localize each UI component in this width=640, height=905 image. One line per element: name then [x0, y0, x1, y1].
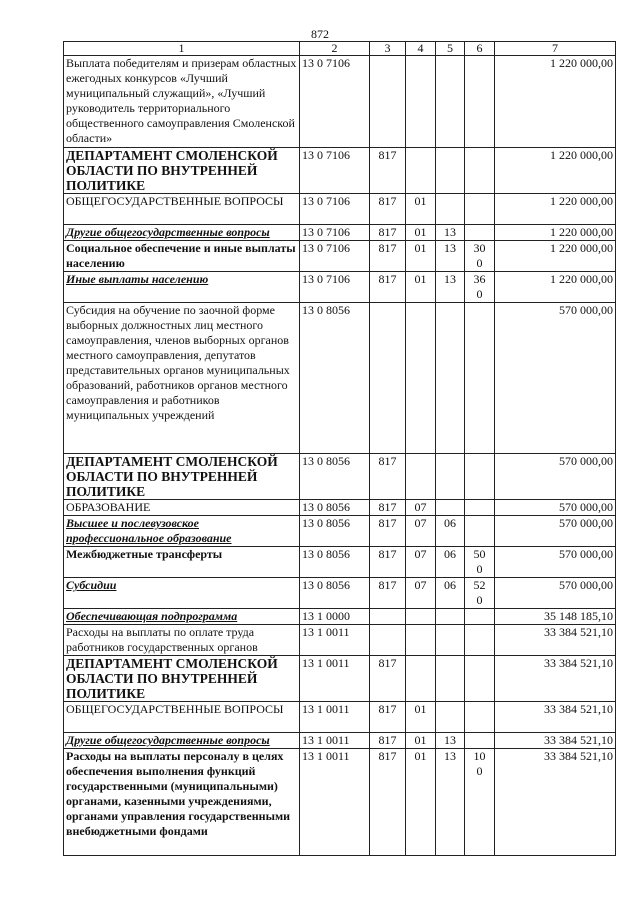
row-amount: 33 384 521,10 [495, 733, 616, 749]
row-department-code: 817 [370, 272, 406, 303]
column-header: 1 [64, 42, 300, 56]
row-subsection-code: 06 [436, 516, 465, 547]
row-amount: 35 148 185,10 [495, 609, 616, 625]
row-department-code: 817 [370, 194, 406, 225]
row-expense-type-code: 10 0 [465, 749, 495, 856]
row-section-code: 01 [406, 272, 436, 303]
row-target-article-code: 13 1 0011 [300, 656, 370, 702]
table-row [64, 749, 616, 856]
row-subsection-code [436, 194, 465, 225]
row-subsection-code [436, 454, 465, 500]
row-name: Межбюджетные трансферты [64, 547, 300, 578]
row-amount: 570 000,00 [495, 578, 616, 609]
row-department-code: 817 [370, 733, 406, 749]
row-subsection-code [436, 609, 465, 625]
row-department-code: 817 [370, 656, 406, 702]
table-row [64, 500, 616, 516]
row-department-code: 817 [370, 454, 406, 500]
row-department-code [370, 625, 406, 656]
row-subsection-code: 13 [436, 241, 465, 272]
row-amount: 1 220 000,00 [495, 194, 616, 225]
row-name: Расходы на выплаты по оплате труда работников государственных органов [64, 625, 300, 656]
row-subsection-code: 06 [436, 547, 465, 578]
row-subsection-code [436, 702, 465, 733]
row-section-code: 07 [406, 516, 436, 547]
row-expense-type-code [465, 609, 495, 625]
row-expense-type-code [465, 303, 495, 454]
row-subsection-code: 13 [436, 225, 465, 241]
row-target-article-code: 13 1 0011 [300, 702, 370, 733]
row-expense-type-code: 36 0 [465, 272, 495, 303]
row-subsection-code: 13 [436, 749, 465, 856]
row-department-code: 817 [370, 749, 406, 856]
row-section-code: 01 [406, 241, 436, 272]
row-name [64, 272, 300, 303]
row-expense-type-code: 50 0 [465, 547, 495, 578]
row-name: Выплата победителям и призерам областных ежегодных конкурсов «Лучший муниципальный служащий», «Лучший руководитель территориального общественного самоуправления Смоленской области» [64, 56, 300, 148]
row-section-code [406, 148, 436, 194]
row-name: ДЕПАРТАМЕНТ СМОЛЕНСКОЙ ОБЛАСТИ ПО ВНУТРЕННЕЙ ПОЛИТИКЕ [64, 148, 300, 194]
row-section-code [406, 609, 436, 625]
row-subsection-code [436, 148, 465, 194]
row-target-article-code: 13 0 7106 [300, 272, 370, 303]
row-amount: 570 000,00 [495, 516, 616, 547]
row-amount: 1 220 000,00 [495, 241, 616, 272]
row-department-code: 817 [370, 500, 406, 516]
row-name [64, 516, 300, 547]
row-section-code: 07 [406, 500, 436, 516]
row-name: ДЕПАРТАМЕНТ СМОЛЕНСКОЙ ОБЛАСТИ ПО ВНУТРЕННЕЙ ПОЛИТИКЕ [64, 454, 300, 500]
row-name: ОБРАЗОВАНИЕ [64, 500, 300, 516]
row-section-code [406, 454, 436, 500]
row-subsection-code: 13 [436, 272, 465, 303]
row-name-text: Субсидии [66, 578, 117, 592]
row-target-article-code: 13 0 7106 [300, 194, 370, 225]
row-subsection-code [436, 500, 465, 516]
row-target-article-code: 13 0 8056 [300, 516, 370, 547]
row-amount: 570 000,00 [495, 303, 616, 454]
row-department-code: 817 [370, 702, 406, 733]
row-expense-type-code [465, 56, 495, 148]
row-department-code [370, 609, 406, 625]
table-row [64, 609, 616, 625]
column-header: 4 [406, 42, 436, 56]
row-department-code: 817 [370, 516, 406, 547]
row-expense-type-code [465, 733, 495, 749]
row-target-article-code: 13 0 7106 [300, 241, 370, 272]
row-amount: 570 000,00 [495, 500, 616, 516]
row-name: ОБЩЕГОСУДАРСТВЕННЫЕ ВОПРОСЫ [64, 194, 300, 225]
row-target-article-code: 13 0 7106 [300, 148, 370, 194]
row-name: ОБЩЕГОСУДАРСТВЕННЫЕ ВОПРОСЫ [64, 702, 300, 733]
row-target-article-code: 13 0 8056 [300, 578, 370, 609]
row-amount: 570 000,00 [495, 454, 616, 500]
table-row [64, 225, 616, 241]
row-target-article-code: 13 1 0011 [300, 625, 370, 656]
row-name [64, 609, 300, 625]
row-department-code: 817 [370, 225, 406, 241]
row-name [64, 733, 300, 749]
row-expense-type-code: 30 0 [465, 241, 495, 272]
table-row [64, 547, 616, 578]
table-row [64, 194, 616, 225]
row-name [64, 578, 300, 609]
row-amount: 1 220 000,00 [495, 56, 616, 148]
row-section-code: 01 [406, 702, 436, 733]
table-row [64, 516, 616, 547]
column-header: 7 [495, 42, 616, 56]
row-section-code [406, 625, 436, 656]
row-expense-type-code [465, 656, 495, 702]
row-target-article-code: 13 0 7106 [300, 56, 370, 148]
row-section-code [406, 56, 436, 148]
row-name-text: Другие общегосударственные вопросы [66, 733, 270, 747]
row-name: Социальное обеспечение и иные выплаты населению [64, 241, 300, 272]
table-row [64, 148, 616, 194]
row-section-code [406, 656, 436, 702]
row-name-text: Другие общегосударственные вопросы [66, 225, 270, 239]
row-section-code [406, 303, 436, 454]
row-amount: 570 000,00 [495, 547, 616, 578]
row-subsection-code [436, 56, 465, 148]
row-expense-type-code [465, 625, 495, 656]
row-department-code: 817 [370, 241, 406, 272]
row-name-text: Иные выплаты населению [66, 272, 209, 286]
table-row [64, 702, 616, 733]
row-expense-type-code [465, 500, 495, 516]
row-expense-type-code [465, 148, 495, 194]
row-department-code: 817 [370, 148, 406, 194]
row-subsection-code: 06 [436, 578, 465, 609]
row-name: ДЕПАРТАМЕНТ СМОЛЕНСКОЙ ОБЛАСТИ ПО ВНУТРЕННЕЙ ПОЛИТИКЕ [64, 656, 300, 702]
row-department-code: 817 [370, 547, 406, 578]
budget-table [63, 41, 616, 856]
row-target-article-code: 13 0 7106 [300, 225, 370, 241]
row-name: Субсидия на обучение по заочной форме выборных должностных лиц местного самоуправления, членов выборных органов местного самоуправления, депутатов представительных органов муниципальных образований, работников органов местного самоуправления и работников муниципальных учреждений [64, 303, 300, 454]
row-amount: 33 384 521,10 [495, 656, 616, 702]
row-amount: 1 220 000,00 [495, 272, 616, 303]
page-number: 872 [311, 27, 329, 41]
row-department-code [370, 56, 406, 148]
column-number-row [64, 42, 616, 56]
row-target-article-code: 13 0 8056 [300, 303, 370, 454]
row-subsection-code [436, 625, 465, 656]
table-row [64, 56, 616, 148]
row-target-article-code: 13 0 8056 [300, 500, 370, 516]
row-section-code: 01 [406, 733, 436, 749]
row-section-code: 07 [406, 578, 436, 609]
column-header: 6 [465, 42, 495, 56]
row-department-code [370, 303, 406, 454]
row-amount: 33 384 521,10 [495, 625, 616, 656]
row-target-article-code: 13 0 8056 [300, 454, 370, 500]
table-row [64, 303, 616, 454]
table-row [64, 625, 616, 656]
table-row [64, 578, 616, 609]
row-expense-type-code: 52 0 [465, 578, 495, 609]
row-subsection-code [436, 303, 465, 454]
row-subsection-code: 13 [436, 733, 465, 749]
row-amount: 1 220 000,00 [495, 148, 616, 194]
row-expense-type-code [465, 194, 495, 225]
row-expense-type-code [465, 702, 495, 733]
row-target-article-code: 13 1 0011 [300, 749, 370, 856]
row-expense-type-code [465, 454, 495, 500]
row-subsection-code [436, 656, 465, 702]
table-row [64, 272, 616, 303]
table-row [64, 656, 616, 702]
row-department-code: 817 [370, 578, 406, 609]
row-name: Расходы на выплаты персоналу в целях обеспечения выполнения функций государственными (муниципальными) органами, казенными учреждениями, органами управления государственными внебюджетными фондами [64, 749, 300, 856]
table-row [64, 733, 616, 749]
row-expense-type-code [465, 516, 495, 547]
row-target-article-code: 13 1 0011 [300, 733, 370, 749]
row-target-article-code: 13 1 0000 [300, 609, 370, 625]
row-amount: 33 384 521,10 [495, 702, 616, 733]
row-name-text: Высшее и послевузовское профессиональное образование [66, 516, 232, 545]
row-section-code: 07 [406, 547, 436, 578]
row-amount: 1 220 000,00 [495, 225, 616, 241]
row-amount: 33 384 521,10 [495, 749, 616, 856]
column-header: 5 [436, 42, 465, 56]
column-header: 2 [300, 42, 370, 56]
row-name [64, 225, 300, 241]
table-row [64, 454, 616, 500]
row-section-code: 01 [406, 225, 436, 241]
row-expense-type-code [465, 225, 495, 241]
row-section-code: 01 [406, 749, 436, 856]
table-row [64, 241, 616, 272]
row-target-article-code: 13 0 8056 [300, 547, 370, 578]
column-header: 3 [370, 42, 406, 56]
row-name-text: Обеспечивающая подпрограмма [66, 609, 238, 623]
row-section-code: 01 [406, 194, 436, 225]
